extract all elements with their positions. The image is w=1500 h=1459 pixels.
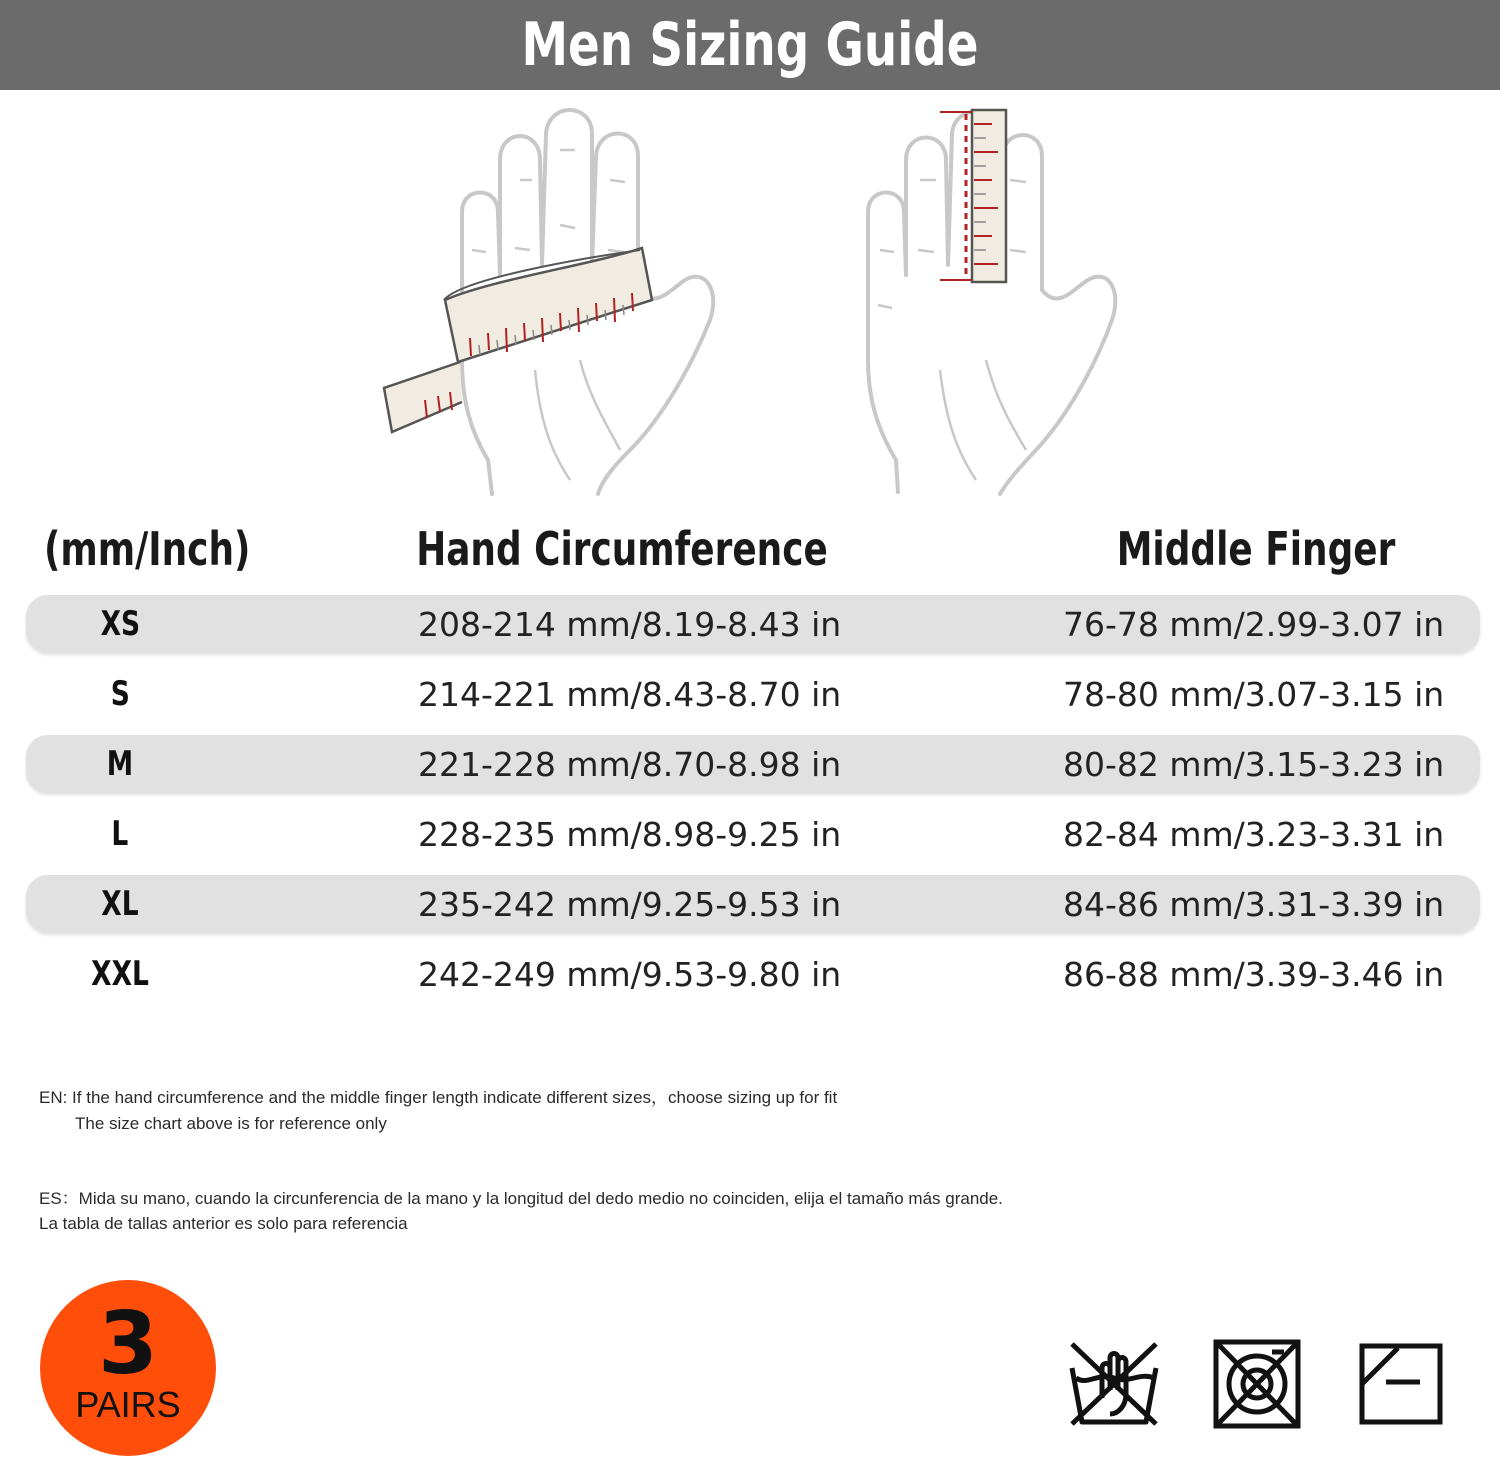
middle-finger-value: 84-86 mm/3.31-3.39 in (1063, 884, 1445, 924)
hand-circumference-illustration-icon (370, 100, 720, 500)
middle-finger-value: 78-80 mm/3.07-3.15 in (1063, 674, 1445, 714)
note-en-line1: EN: If the hand circumference and the middle finger length indicate different sizes，choose sizing up for fit (39, 1088, 838, 1107)
hand-circumference-value: 221-228 mm/8.70-8.98 in (418, 744, 842, 784)
middle-finger-value: 80-82 mm/3.15-3.23 in (1063, 744, 1445, 784)
unit-header: (mm/Inch) (44, 522, 251, 576)
table-row: XXL 242-249 mm/9.53-9.80 in 86-88 mm/3.39-3.46 in (26, 945, 1480, 1003)
note-es-line1: ES：Mida su mano, cuando la circunferencia de la mano y la longitud del dedo medio no coinciden, elija el tamaño más grande. (39, 1189, 1003, 1208)
do-not-tumble-dry-icon (1212, 1338, 1302, 1430)
middle-finger-header: Middle Finger (1116, 522, 1396, 576)
middle-finger-value: 76-78 mm/2.99-3.07 in (1063, 604, 1445, 644)
note-en-line2: The size chart above is for reference only (75, 1114, 387, 1133)
hand-circumference-value: 242-249 mm/9.53-9.80 in (418, 954, 842, 994)
hand-circumference-value: 235-242 mm/9.25-9.53 in (418, 884, 842, 924)
table-row: L 228-235 mm/8.98-9.25 in 82-84 mm/3.23-3.31 in (26, 805, 1480, 863)
header-bar (0, 0, 1500, 90)
size-table (26, 595, 1480, 1015)
middle-finger-length-illustration-icon (850, 100, 1130, 500)
note-es-line2: La tabla de tallas anterior es solo para referencia (39, 1214, 408, 1233)
line-dry-icon (1358, 1338, 1444, 1426)
hand-circumference-value: 214-221 mm/8.43-8.70 in (418, 674, 842, 714)
pairs-badge (40, 1280, 216, 1456)
pairs-label: PAIRS (75, 1384, 181, 1425)
table-row: M 221-228 mm/8.70-8.98 in 80-82 mm/3.15-3.23 in (26, 735, 1480, 793)
do-not-hand-wash-icon (1066, 1338, 1162, 1430)
table-row: S 214-221 mm/8.43-8.70 in 78-80 mm/3.07-3.15 in (26, 665, 1480, 723)
pairs-count: 3 (98, 1294, 158, 1394)
middle-finger-value: 86-88 mm/3.39-3.46 in (1063, 954, 1445, 994)
hand-circumference-value: 228-235 mm/8.98-9.25 in (418, 814, 842, 854)
middle-finger-value: 82-84 mm/3.23-3.31 in (1063, 814, 1445, 854)
table-row: XL 235-242 mm/9.25-9.53 in 84-86 mm/3.31-3.39 in (26, 875, 1480, 933)
table-row: XS 208-214 mm/8.19-8.43 in 76-78 mm/2.99-3.07 in (26, 595, 1480, 653)
hand-circumference-header: Hand Circumference (416, 522, 828, 576)
hand-circumference-value: 208-214 mm/8.19-8.43 in (418, 604, 842, 644)
page-title: Men Sizing Guide (521, 10, 979, 80)
